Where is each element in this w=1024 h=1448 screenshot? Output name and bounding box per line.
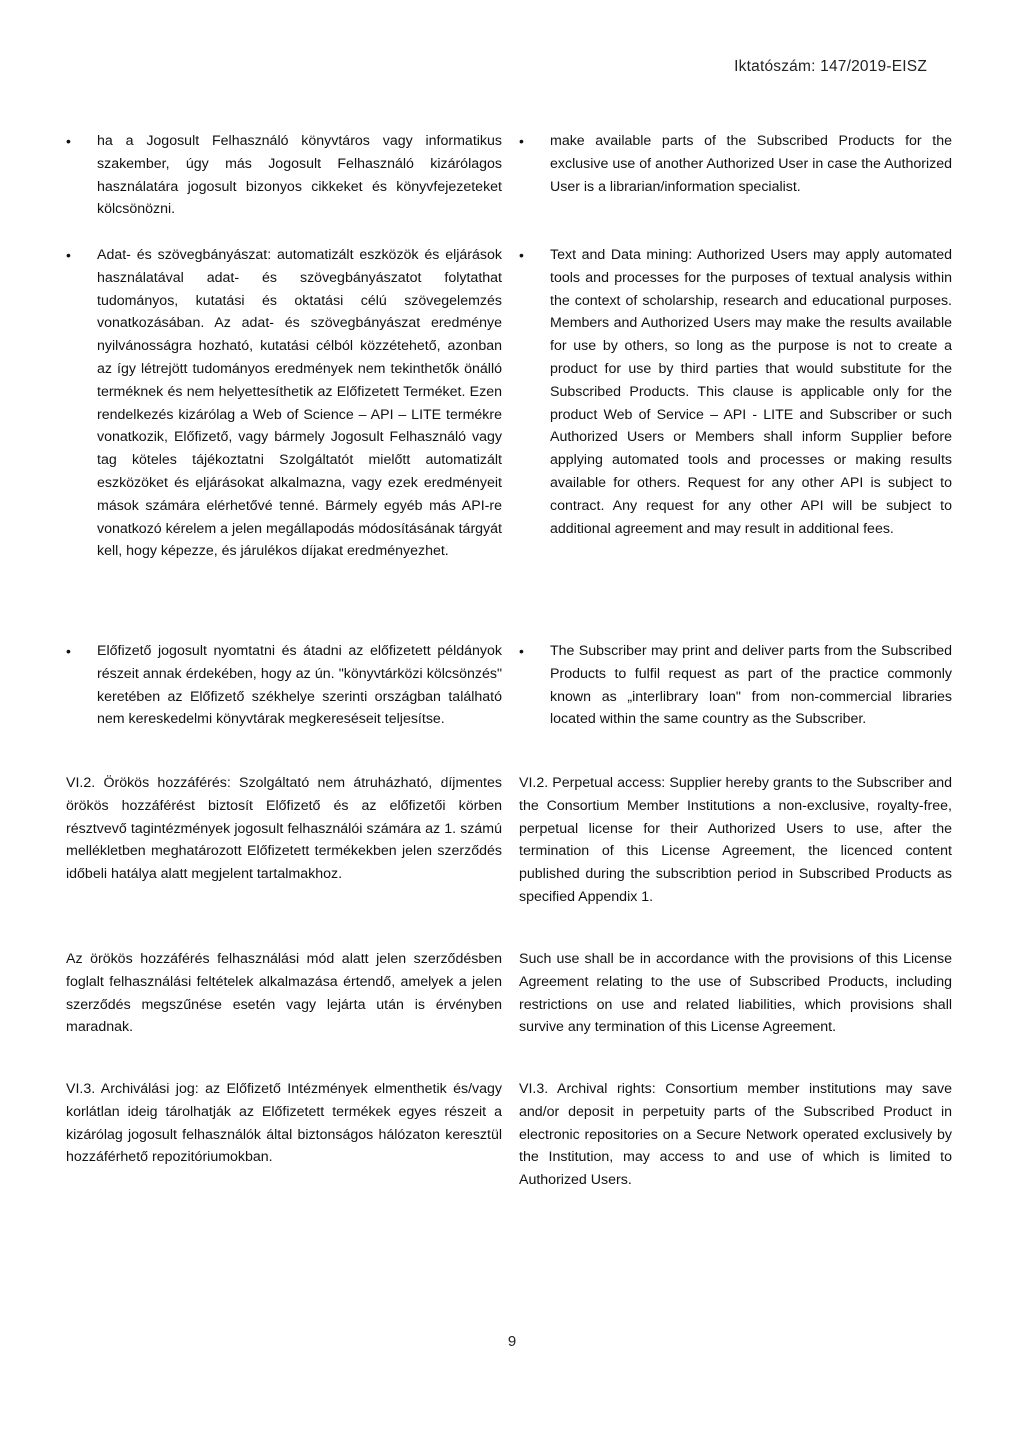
paragraph-en: • Text and Data mining: Authorized Users may apply automated tools and processes for the purposes of textual analysis within the context of scholarship, research and educational purposes. Members and Authorized Users may make the results available for use by others, so long as the purpose is not to create a product for use by third parties that would substitute for the Subscribed Products. This clause is applicable only for the product Web of Service – API - LITE and Subscriber or such Authorized Users or Members shall inform Supplier before applying automated tools and processes or making results available for others. Request for any other API is subject to contract. Any request for any other API will be subject to additional agreement and may result in additional fees. (519, 244, 952, 540)
paragraph-hu: VI.3. Archiválási jog: az Előfizető Intézmények elmenthetik és/vagy korlátlan ideig tárolhatják az Előfizetett termékek egyes részeit a kizárólag jogosult felhasználók által biztonságos hálózaton keresztül hozzáférhető repozitóriumokban. (66, 1081, 502, 1166)
section-vi-3-hu (66, 1078, 502, 1169)
section-vi-2-en (519, 772, 952, 909)
section-text-data-mining-en (519, 244, 952, 540)
paragraph-hu: VI.2. Örökös hozzáférés: Szolgáltató nem átruházható, díjmentes örökös hozzáférést biztosít Előfizető és az előfizetői körben résztvevő tagintézmények jogosult felhasználói számára az 1. számú mellékletben meghatározott Előfizetett termékekben jelen szerződés időbeli hatálya alatt megjelent tartalmakhoz. (66, 775, 502, 883)
paragraph-en: Such use shall be in accordance with the provisions of this License Agreement relating to the use of Subscribed Products, including restrictions on use and related liabilities, which provisions shall survive any termination of this License Agreement. (519, 951, 952, 1036)
document-reference-number: Iktatószám: 147/2019-EISZ (734, 58, 927, 75)
section-interlibrary-loan-en (519, 640, 952, 731)
section-perpetual-use-hu (66, 948, 502, 1039)
paragraph-en: VI.3. Archival rights: Consortium member institutions may save and/or deposit in perpetuity parts of the Subscribed Product in electronic repositories on a Secure Network operated exclusively by the Institution, may access to and use of which is limited to Authorized Users. (519, 1081, 952, 1189)
page-number: 9 (507, 1333, 517, 1350)
section-vi-2-hu (66, 772, 502, 886)
section-librarian-en (519, 130, 952, 198)
paragraph-hu: Az örökös hozzáférés felhasználási mód alatt jelen szerződésben foglalt felhasználási feltételek alkalmazása értendő, amelyek a jelen szerződés megszűnése esetén vagy lejárta után is érvényben maradnak. (66, 951, 502, 1036)
section-vi-3-en (519, 1078, 952, 1192)
paragraph-hu: • Előfizető jogosult nyomtatni és átadni az előfizetett példányok részeit annak érdekében, hogy az ún. "könyvtárközi kölcsönzés" keretében az Előfizető székhelye szerinti országban található nem kereskedelmi könyvtárak megkereséseit teljesítse. (66, 640, 502, 731)
section-perpetual-use-en (519, 948, 952, 1039)
section-librarian-hu (66, 130, 502, 221)
section-interlibrary-loan-hu (66, 640, 502, 731)
section-text-data-mining-hu (66, 244, 502, 563)
paragraph-hu: • ha a Jogosult Felhasználó könyvtáros vagy informatikus szakember, úgy más Jogosult Felhasználó kizárólagos használatára jogosult bizonyos cikkeket és könyvfejezeteket kölcsönözni. (66, 130, 502, 221)
paragraph-en: • The Subscriber may print and deliver parts from the Subscribed Products to fulfil request as part of the practice commonly known as „interlibrary loan" from non-commercial libraries located within the same country as the Subscriber. (519, 640, 952, 731)
paragraph-en: • make available parts of the Subscribed Products for the exclusive use of another Authorized User in case the Authorized User is a librarian/information specialist. (519, 130, 952, 198)
paragraph-hu: • Adat- és szövegbányászat: automatizált eszközök és eljárások használatával adat- és szövegbányászatot folytathat tudományos, kutatási és oktatási célú szövegelemzés vonatkozásában. Az adat- és szövegbányászat eredménye nyilvánosságra hozható, kutatási célból közzétehető, azonban az így létrejött tudományos eredmények nem tekinthetők önálló terméknek és nem helyettesíthetik az Előfizetett Terméket. Ezen rendelkezés kizárólag a Web of Science – API – LITE termékre vonatkozik, Előfizető, vagy bármely Jogosult Felhasználó vagy tag köteles tájékoztatni Szolgáltatót mielőtt automatizált eszközöket és eljárásokat alkalmazna, vagy ezek eredményeit mások számára elérhetővé tenné. Bármely egyéb más API-re vonatkozó kérelem a jelen megállapodás módosításának tárgyát kell, hogy képezze, és járulékos díjakat eredményezhet. (66, 244, 502, 563)
paragraph-en: VI.2. Perpetual access: Supplier hereby grants to the Subscriber and the Consortium Member Institutions a non-exclusive, royalty-free, perpetual license for their Authorized Users to use, after the termination of this License Agreement, the licenced content published during the subscribtion period in Subscribed Products as specified Appendix 1. (519, 775, 952, 905)
